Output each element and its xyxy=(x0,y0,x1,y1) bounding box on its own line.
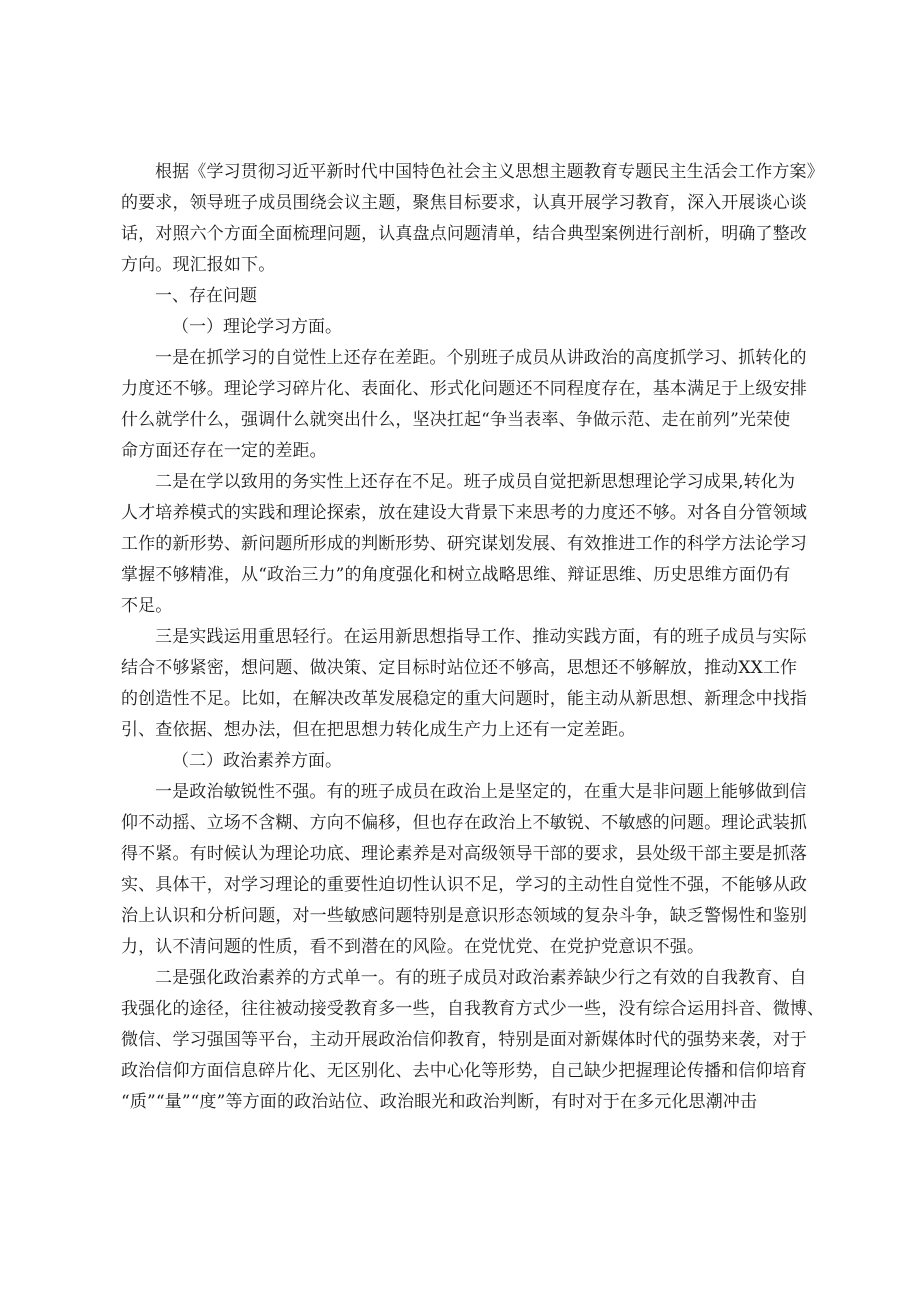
text-line: 仰不动摇、立场不含糊、方向不偏移，但也存在政治上不敏锐、不敏感的问题。理论武装抓 xyxy=(121,813,807,833)
text-line: 根据《学习贯彻习近平新时代中国特色社会主义思想主题教育专题民主生活会工作方案》 xyxy=(155,162,824,182)
section-heading: 一、存在问题 xyxy=(155,286,257,306)
theory-study-paragraph-2 xyxy=(121,467,811,622)
theory-study-paragraph-3 xyxy=(121,622,811,746)
text-line: 方向。现汇报如下。 xyxy=(121,255,276,275)
text-line: 治上认识和分析问题，对一些敏感问题特别是意识形态领域的复杂斗争，缺乏警惕性和鉴别 xyxy=(121,906,807,926)
text-line: 引、查依据、想办法，但在把思想力转化成生产力上还有一定差距。 xyxy=(121,720,636,740)
text-line: 微信、学习强国等平台，主动开展政治信仰教育，特别是面对新媒体时代的强势来袭，对于 xyxy=(121,1030,807,1050)
text-line: 什么就学什么，强调什么就突出什么，坚决扛起“争当表率、争做示范、走在前列”光荣使 xyxy=(121,410,791,430)
text-line: 我强化的途径，往往被动接受教育多一些，自我教育方式少一些，没有综合运用抖音、微博、 xyxy=(121,999,825,1019)
political-quality-paragraph-2 xyxy=(121,963,825,1118)
text-line: 结合不够紧密，想问题、做决策、定目标时站位还不够高，思想还不够解放，推动XX工作 xyxy=(121,658,798,678)
text-line: 力度还不够。理论学习碎片化、表面化、形式化问题还不同程度存在，基本满足于上级安排 xyxy=(121,379,807,399)
text-line: 二是在学以致用的务实性上还存在不足。班子成员自觉把新思想理论学习成果,转化为 xyxy=(155,472,796,492)
text-line: 力，认不清问题的性质，看不到潜在的风险。在党忧党、在党护党意识不强。 xyxy=(121,937,705,957)
text-line: 不足。 xyxy=(121,596,173,616)
text-line: 实、具体干，对学习理论的重要性迫切性认识不足，学习的主动性自觉性不强，不能够从政 xyxy=(121,875,807,895)
text-line: 政治信仰方面信息碎片化、无区别化、去中心化等形势，自己缺少把握理论传播和信仰培育 xyxy=(121,1061,807,1081)
text-line: 的要求，领导班子成员围绕会议主题，聚焦目标要求，认真开展学习教育，深入开展谈心谈 xyxy=(121,193,807,213)
subsection-heading: （二）政治素养方面。 xyxy=(172,751,342,771)
text-line: 一是政治敏锐性不强。有的班子成员在政治上是坚定的，在重大是非问题上能够做到信 xyxy=(155,782,807,802)
text-line: 话，对照六个方面全面梳理问题，认真盘点问题清单，结合典型案例进行剖析，明确了整改 xyxy=(121,224,807,244)
text-line: 掌握不够精准，从“政治三力”的角度强化和树立战略思维、辩证思维、历史思维方面仍有 xyxy=(121,565,791,585)
text-line: 工作的新形势、新问题所形成的判断形势、研究谋划发展、有效推进工作的科学方法论学习 xyxy=(121,534,807,554)
intro-paragraph xyxy=(121,157,824,281)
subsection-heading: （一）理论学习方面。 xyxy=(172,317,342,337)
text-line: “质”“量”“度”等方面的政治站位、政治眼光和政治判断，有时对于在多元化思潮冲击 xyxy=(121,1092,758,1112)
document-page xyxy=(121,157,825,1118)
theory-study-paragraph-1 xyxy=(121,343,811,467)
text-line: 的创造性不足。比如，在解决改革发展稳定的重大问题时，能主动从新思想、新理念中找指 xyxy=(121,689,807,709)
text-line: 三是实践运用重思轻行。在运用新思想指导工作、推动实践方面，有的班子成员与实际 xyxy=(155,627,807,647)
text-line: 得不紧。有时候认为理论功底、理论素养是对高级领导干部的要求，县处级干部主要是抓落 xyxy=(121,844,807,864)
text-line: 二是强化政治素养的方式单一。有的班子成员对政治素养缺少行之有效的自我教育、自 xyxy=(155,968,807,988)
political-quality-paragraph-1 xyxy=(121,777,811,963)
text-line: 人才培养模式的实践和理论探索，放在建设大背景下来思考的力度还不够。对各自分管领域 xyxy=(121,503,807,523)
text-line: 命方面还存在一定的差距。 xyxy=(121,441,327,461)
text-line: 一是在抓学习的自觉性上还存在差距。个别班子成员从讲政治的高度抓学习、抓转化的 xyxy=(155,348,807,368)
